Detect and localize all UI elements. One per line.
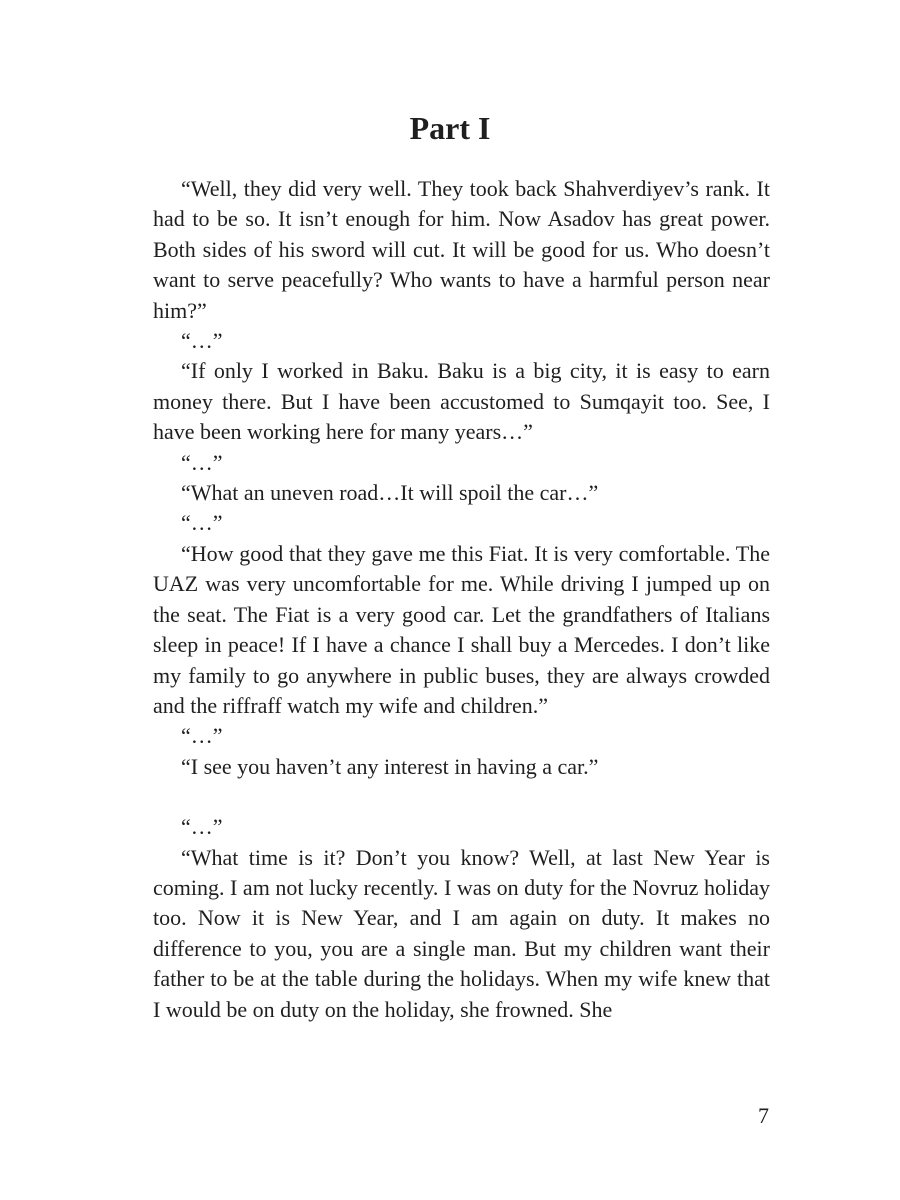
paragraph: “…” [181,723,223,749]
paragraph: “…” [181,328,223,354]
paragraph: “If only I worked in Baku. Baku is a big city, it is easy to earn money there. But I have been accustomed to Sumqayit too. See, I have been working here for many years…” [153,358,770,445]
body-text [153,174,770,1025]
paragraph: “…” [181,449,223,475]
paragraph: “Well, they did very well. They took back Shahverdiyev’s rank. It had to be so. It isn’t enough for him. Now Asadov has great power. Both sides of his sword will cut. It will be good for us. Who doesn’t want to serve peacefully? Who wants to have a harmful person near him?” [153,176,770,323]
paragraph: “What time is it? Don’t you know? Well, at last New Year is coming. I am not lucky recently. I was on duty for the Novruz holiday too. Now it is New Year, and I am again on duty. It makes no difference to you, you are a single man. But my children want their father to be at the table during the holidays. When my wife knew that I would be on duty on the holiday, she frowned. She [153,844,770,1022]
paragraph: “…” [181,814,223,840]
page-number: 7 [758,1103,769,1128]
chapter-title: Part I [409,110,491,146]
paragraph: “I see you haven’t any interest in having a car.” [181,753,599,779]
paragraph: “What an uneven road…It will spoil the car…” [181,480,599,506]
paragraph: “How good that they gave me this Fiat. It is very comfortable. The UAZ was very uncomfortable for me. While driving I jumped up on the seat. The Fiat is a very good car. Let the grandfathers of Italians sleep in peace! If I have a chance I shall buy a Mercedes. I don’t like my family to go anywhere in public buses, they are always crowded and the riffraff watch my wife and children.” [153,540,770,718]
paragraph: “…” [181,510,223,536]
